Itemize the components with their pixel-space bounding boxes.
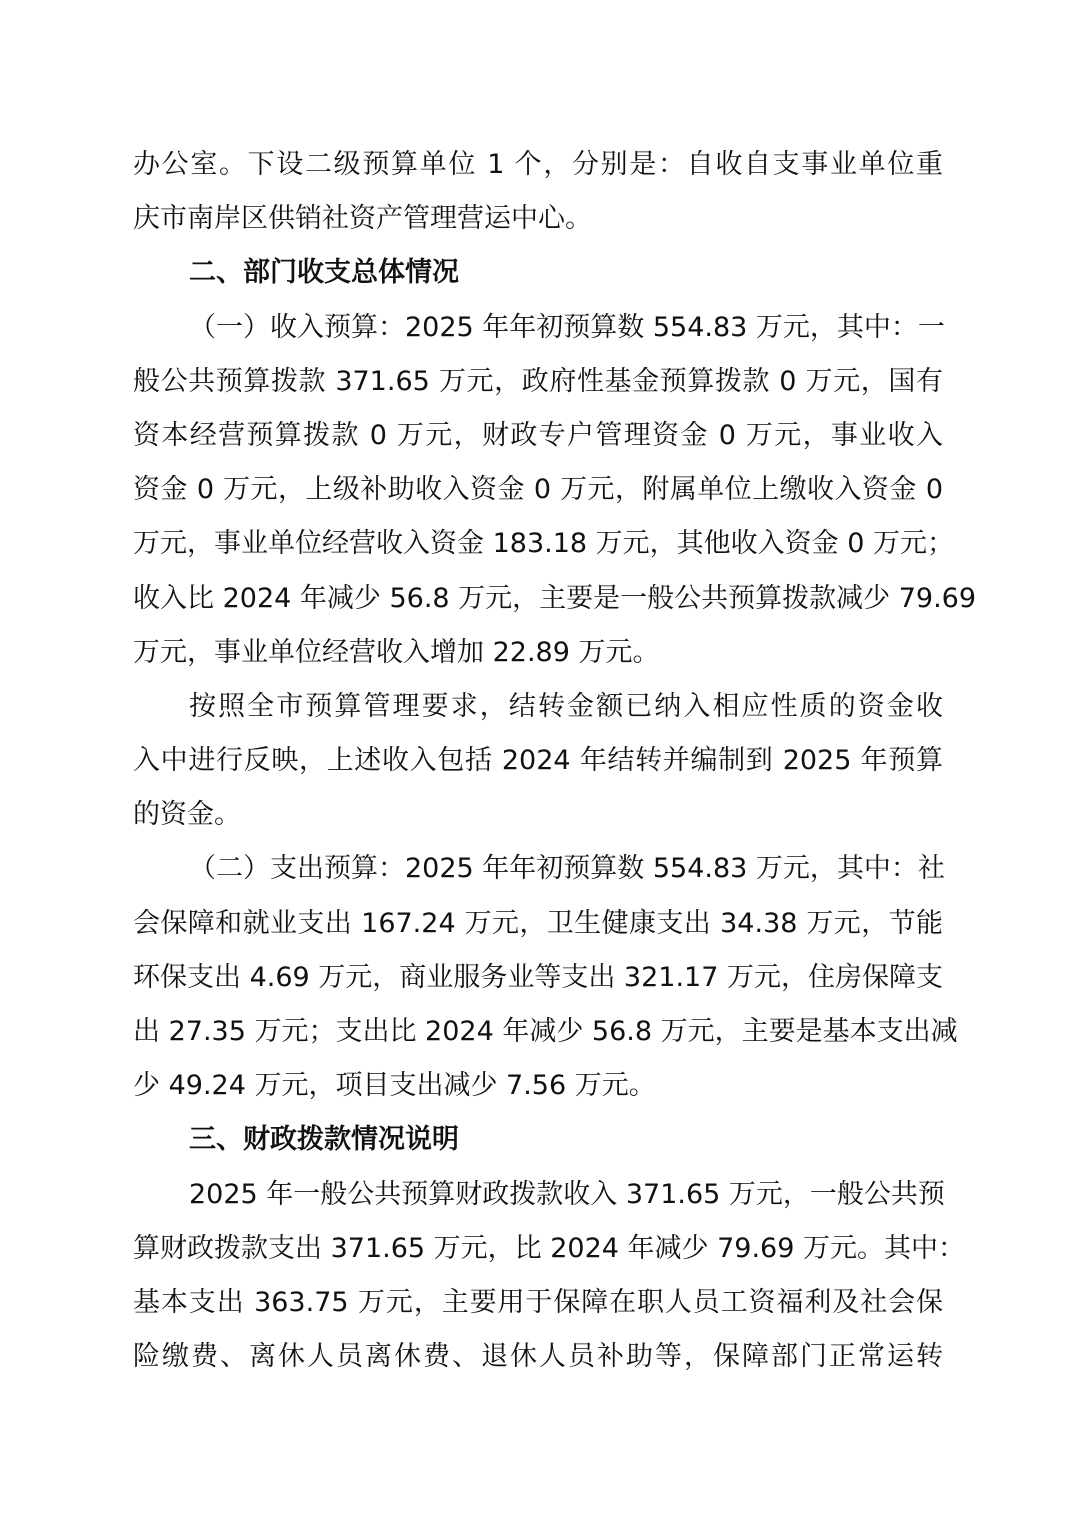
text-line: （一）收入预算：2025 年年初预算数 554.83 万元，其中：一 [189,311,945,343]
text-line: 资本经营预算拨款 0 万元，财政专户管理资金 0 万元，事业收入 [133,419,943,451]
paragraph [133,138,943,246]
text-line: 般公共预算拨款 371.65 万元，政府性基金预算拨款 0 万元，国有 [133,365,943,397]
document-body [133,138,977,1384]
text-line: 的资金。 [133,799,241,831]
text-line: 会保障和就业支出 167.24 万元，卫生健康支出 34.38 万元，节能 [133,907,943,939]
text-line: （二）支出预算：2025 年年初预算数 554.83 万元，其中：社 [189,853,945,885]
text-line: 资金 0 万元，上级补助收入资金 0 万元，附属单位上缴收入资金 0 [133,474,943,506]
text-line: 按照全市预算管理要求，结转金额已纳入相应性质的资金收 [189,690,943,722]
text-line: 庆市南岸区供销社资产管理营运中心。 [133,203,592,235]
text-line: 少 49.24 万元，项目支出减少 7.56 万元。 [133,1070,656,1102]
section-heading [133,246,943,300]
text-line: 环保支出 4.69 万元，商业服务业等支出 321.17 万元，住房保障支 [133,961,943,993]
text-line: 三、财政拨款情况说明 [189,1124,459,1156]
text-line: 万元，事业单位经营收入资金 183.18 万元，其他收入资金 0 万元； [133,528,954,560]
paragraph [133,680,943,843]
section-heading [133,1113,943,1167]
paragraph [133,842,958,1113]
text-line: 险缴费、离休人员离休费、退休人员补助等，保障部门正常运转 [133,1341,943,1373]
paragraph [133,301,977,680]
text-line: 入中进行反映，上述收入包括 2024 年结转并编制到 2025 年预算 [133,745,943,777]
text-line: 算财政拨款支出 371.65 万元，比 2024 年减少 79.69 万元。其中： [133,1232,965,1264]
paragraph [133,1168,965,1385]
text-line: 二、部门收支总体情况 [189,257,459,289]
text-line: 办公室。下设二级预算单位 1 个，分别是：自收自支事业单位重 [133,149,943,180]
text-line: 收入比 2024 年减少 56.8 万元，主要是一般公共预算拨款减少 79.69 [133,582,977,614]
text-line: 2025 年一般公共预算财政拨款收入 371.65 万元，一般公共预 [189,1178,945,1210]
text-line: 万元，事业单位经营收入增加 22.89 万元。 [133,636,660,668]
text-line: 基本支出 363.75 万元，主要用于保障在职人员工资福利及社会保 [133,1286,943,1318]
text-line: 出 27.35 万元；支出比 2024 年减少 56.8 万元，主要是基本支出减 [133,1016,958,1047]
